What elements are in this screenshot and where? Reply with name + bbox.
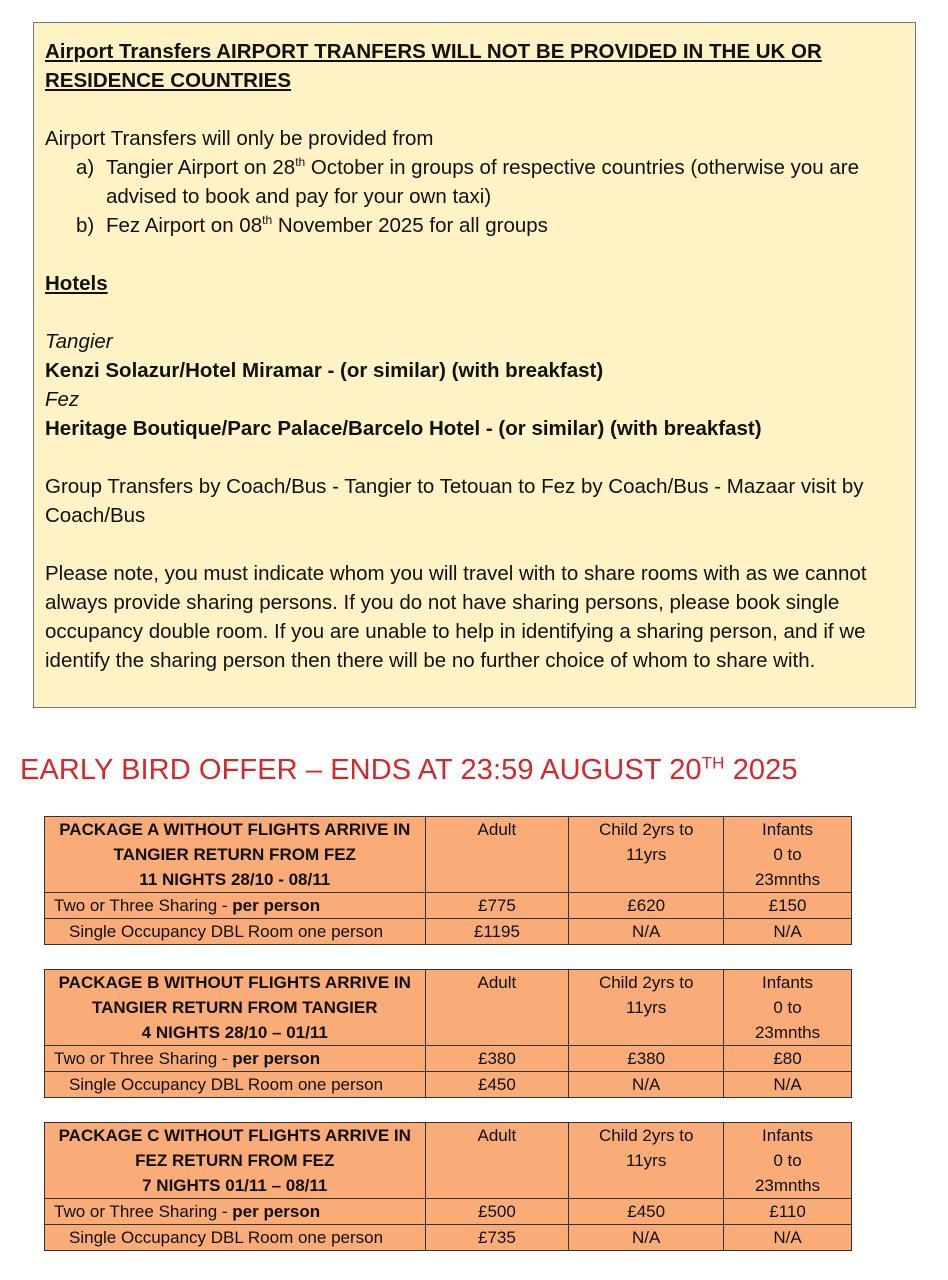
package-b-price-table: [44, 969, 852, 1098]
package-title: PACKAGE C WITHOUT FLIGHTS ARRIVE IN FEZ RETURN FROM FEZ 7 NIGHTS 01/11 – 08/11: [45, 1123, 426, 1199]
child-price: £620: [569, 893, 724, 919]
table-row: [45, 1199, 852, 1225]
child-price: £450: [569, 1199, 724, 1225]
adult-price: £380: [425, 1046, 569, 1072]
adult-price: £735: [425, 1225, 569, 1251]
row-label: Single Occupancy DBL Room one person: [45, 1225, 426, 1251]
row-label: Two or Three Sharing - per person: [45, 1046, 426, 1072]
transfers-intro: Airport Transfers will only be provided from: [45, 127, 434, 150]
child-header: Child 2yrs to 11yrs: [569, 970, 724, 1046]
hotel-name: Kenzi Solazur/Hotel Miramar - (or similar) (with breakfast): [45, 359, 604, 382]
child-price: £380: [569, 1046, 724, 1072]
table-row: [45, 1072, 852, 1098]
infant-price: £150: [724, 893, 852, 919]
table-header-row: [45, 817, 852, 893]
row-label: Two or Three Sharing - per person: [45, 893, 426, 919]
adult-price: £1195: [425, 919, 569, 945]
row-label: Single Occupancy DBL Room one person: [45, 1072, 426, 1098]
package-a-price-table: [44, 816, 852, 945]
child-price: N/A: [569, 1225, 724, 1251]
row-label: Two or Three Sharing - per person: [45, 1199, 426, 1225]
child-price: N/A: [569, 919, 724, 945]
infant-price: £110: [724, 1199, 852, 1225]
adult-price: £500: [425, 1199, 569, 1225]
infant-price: N/A: [724, 1225, 852, 1251]
infant-price: N/A: [724, 919, 852, 945]
transfer-item: a) Tangier Airport on 28th October in groups of respective countries (otherwise you are advised to book and pay for your own taxi): [76, 155, 859, 208]
table-row: [45, 1225, 852, 1251]
early-bird-offer-heading: EARLY BIRD OFFER – ENDS AT 23:59 AUGUST 20TH 2025: [20, 753, 798, 786]
table-row: [45, 919, 852, 945]
infant-header: Infants 0 to 23mnths: [724, 1123, 852, 1199]
table-row: [45, 1046, 852, 1072]
infant-price: N/A: [724, 1072, 852, 1098]
hotel-city: Fez: [45, 388, 80, 411]
infant-price: £80: [724, 1046, 852, 1072]
hotels-heading: Hotels: [45, 272, 108, 295]
child-header: Child 2yrs to 11yrs: [569, 817, 724, 893]
airport-transfers-heading: Airport Transfers AIRPORT TRANFERS WILL NOT BE PROVIDED IN THE UK OR RESIDENCE COUNTRIES: [45, 40, 822, 92]
infant-header: Infants 0 to 23mnths: [724, 817, 852, 893]
child-header: Child 2yrs to 11yrs: [569, 1123, 724, 1199]
room-sharing-note: Please note, you must indicate whom you will travel with to share rooms with as we cannot always provide sharing persons. If you do not have sharing persons, please book single occupancy double room. If you are unable to help in identifying a sharing person, and if we identify the sharing person then there will be no further choice of whom to share with.: [45, 562, 867, 672]
package-title: PACKAGE B WITHOUT FLIGHTS ARRIVE IN TANGIER RETURN FROM TANGIER 4 NIGHTS 28/10 – 01/11: [45, 970, 426, 1046]
group-transfers-text: Group Transfers by Coach/Bus - Tangier to Tetouan to Fez by Coach/Bus - Mazaar visit by Coach/Bus: [45, 475, 864, 527]
transfer-list: [45, 153, 903, 240]
row-label: Single Occupancy DBL Room one person: [45, 919, 426, 945]
package-title: PACKAGE A WITHOUT FLIGHTS ARRIVE IN TANGIER RETURN FROM FEZ 11 NIGHTS 28/10 - 08/11: [45, 817, 426, 893]
adult-header: Adult: [425, 970, 569, 1046]
table-header-row: [45, 970, 852, 1046]
child-price: N/A: [569, 1072, 724, 1098]
infant-header: Infants 0 to 23mnths: [724, 970, 852, 1046]
transfers-hotels-info-box: [33, 22, 916, 708]
hotel-city: Tangier: [45, 330, 113, 353]
adult-header: Adult: [425, 817, 569, 893]
hotel-name: Heritage Boutique/Parc Palace/Barcelo Hotel - (or similar) (with breakfast): [45, 417, 762, 440]
adult-price: £450: [425, 1072, 569, 1098]
package-c-price-table: [44, 1122, 852, 1251]
transfer-item: b) Fez Airport on 08th November 2025 for all groups: [76, 213, 548, 237]
table-row: [45, 893, 852, 919]
adult-header: Adult: [425, 1123, 569, 1199]
adult-price: £775: [425, 893, 569, 919]
table-header-row: [45, 1123, 852, 1199]
